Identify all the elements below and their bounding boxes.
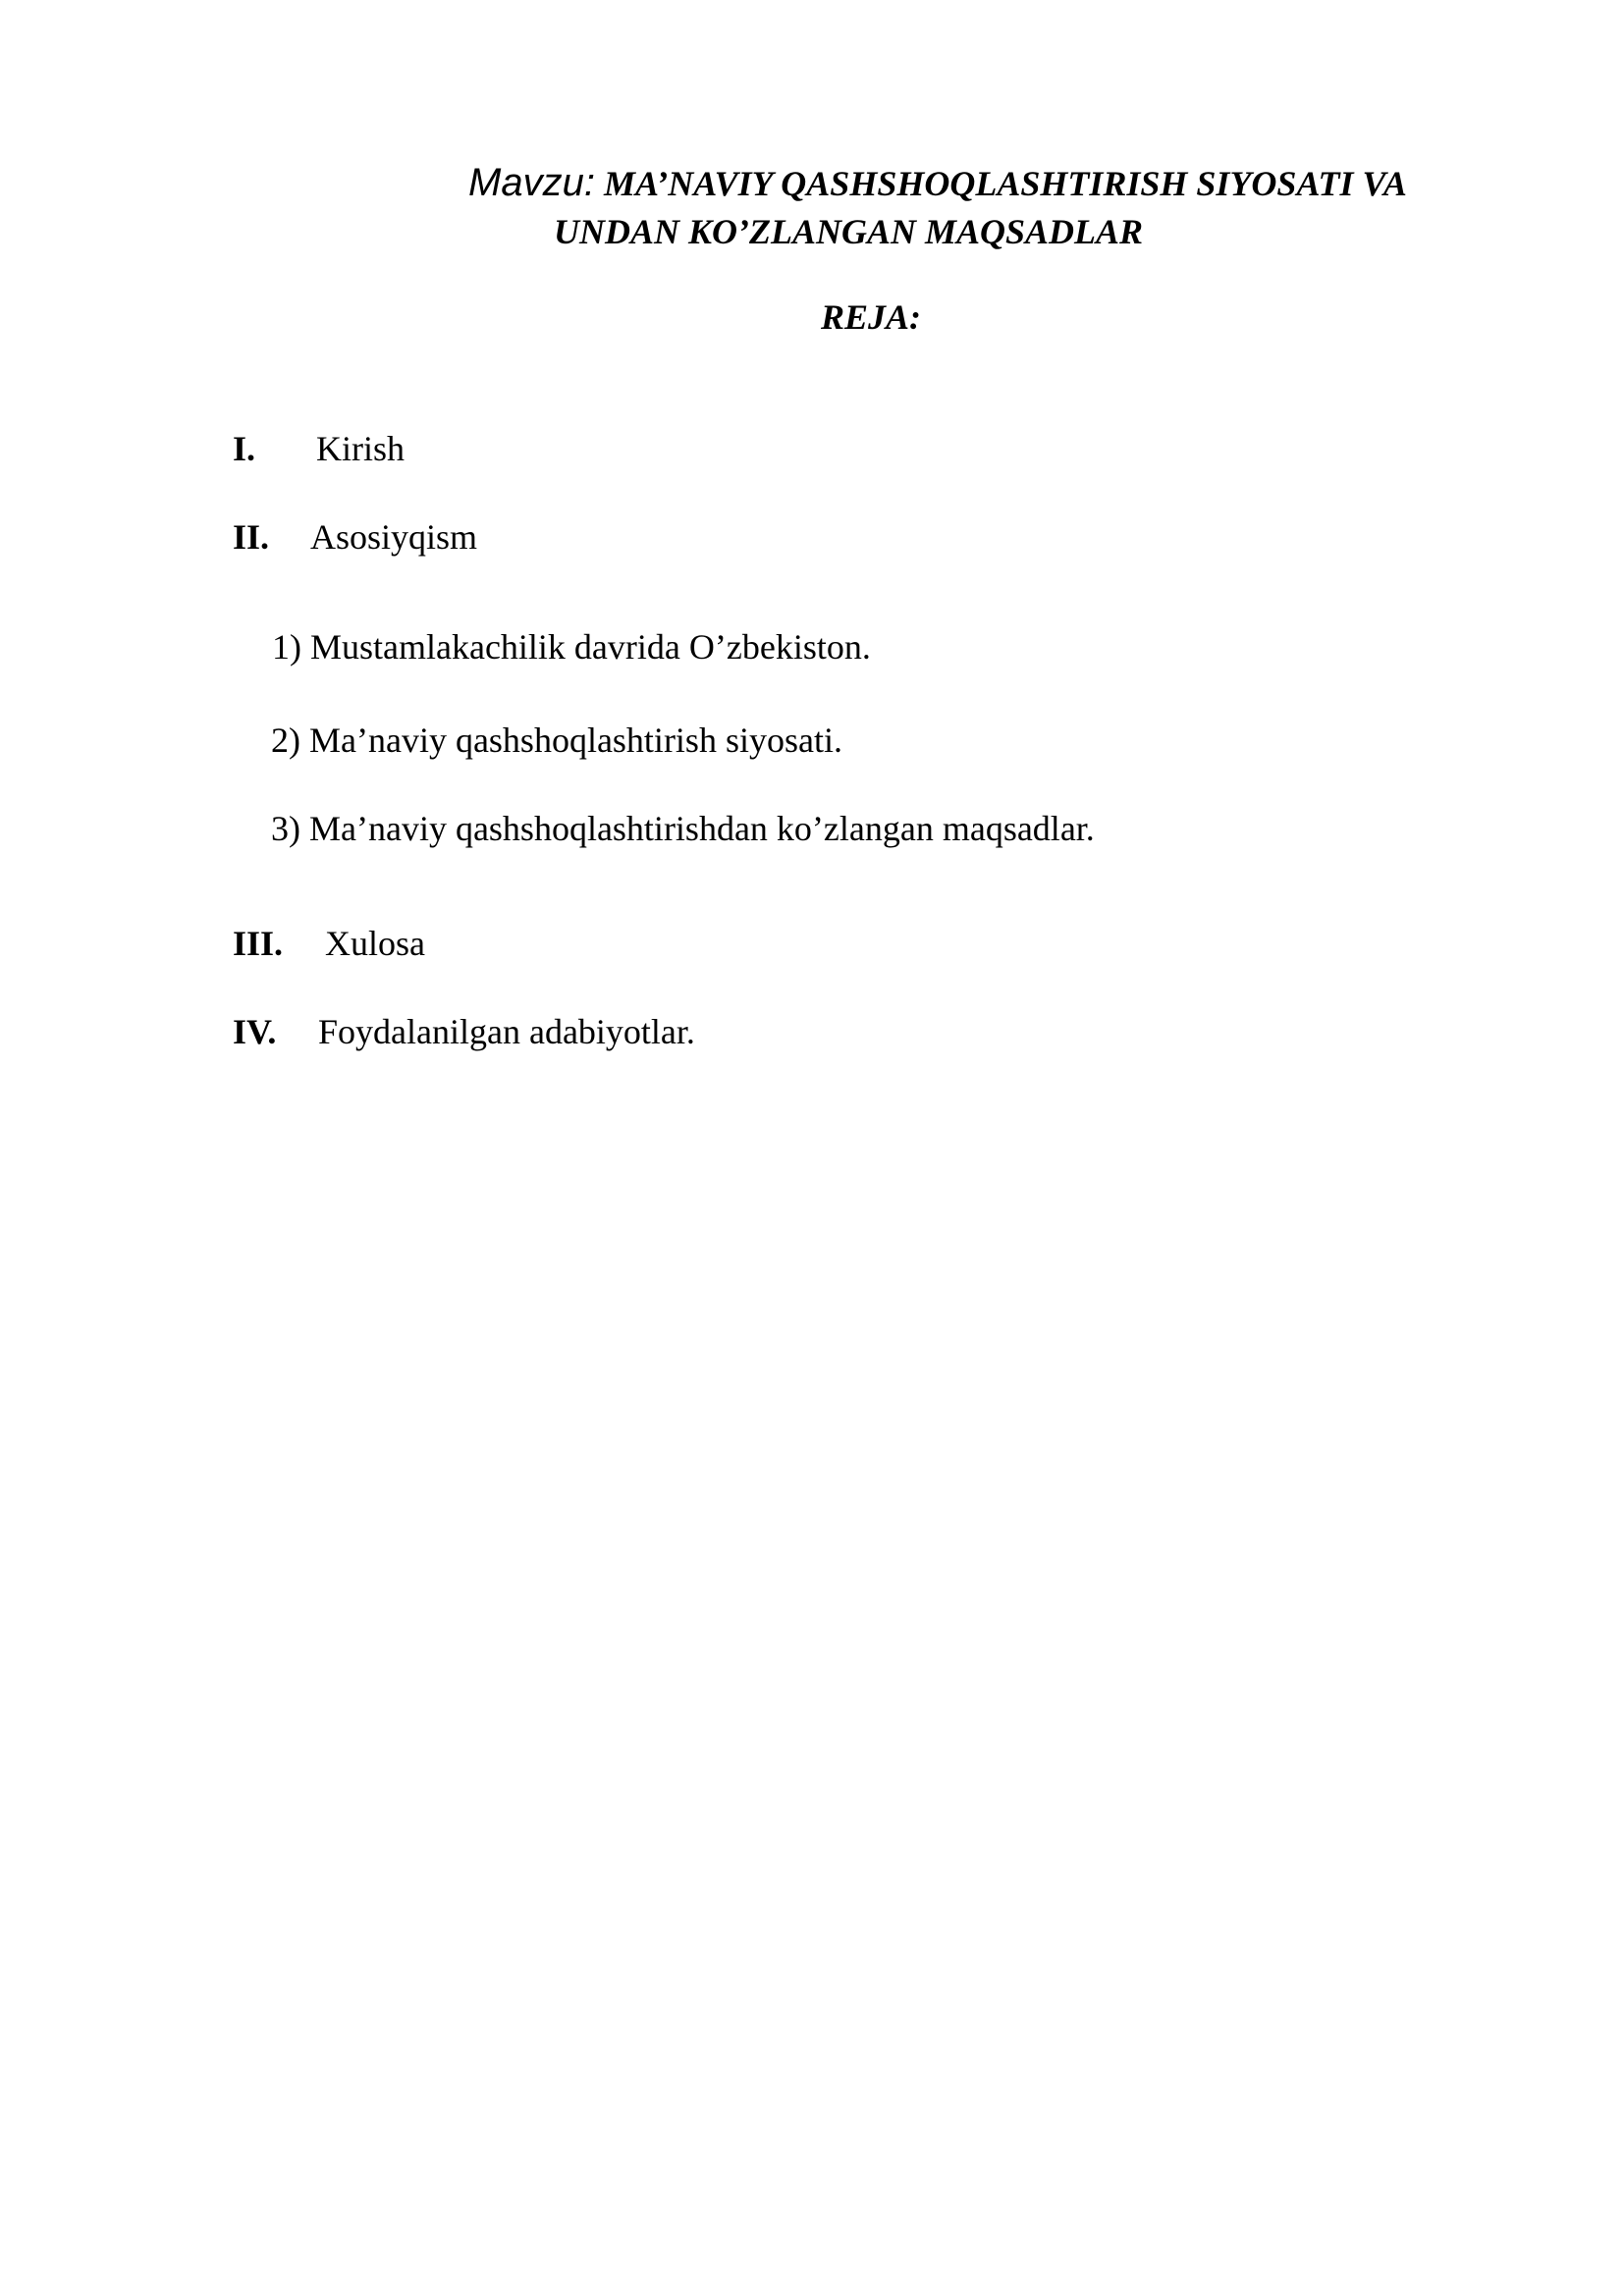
outline-item-2: Asosiyqism xyxy=(310,517,478,557)
title-line-2: UNDAN KO’ZLANGAN MAQSADLAR xyxy=(554,212,1144,251)
title-text-1: MA’NAVIY QASHSHOQLASHTIRISH SIYOSATI VA xyxy=(603,164,1407,203)
subitem-3: 3) Ma’naviy qashshoqlashtirishdan ko’zlangan maqsadlar. xyxy=(271,809,1095,848)
outline-numeral-3: III. xyxy=(233,924,284,963)
outline-item-3: Xulosa xyxy=(325,924,425,963)
subitem-1: 1) Mustamlakachilik davrida O’zbekiston. xyxy=(272,627,871,667)
outline-item-4: Foydalanilgan adabiyotlar. xyxy=(318,1012,695,1051)
title-line-1 xyxy=(468,163,1407,202)
title-prefix: Mavzu: xyxy=(468,161,595,204)
subitem-2: 2) Ma’naviy qashshoqlashtirish siyosati. xyxy=(271,721,842,760)
outline-numeral-2: II. xyxy=(233,517,270,557)
outline-item-1: Kirish xyxy=(316,429,405,468)
outline-numeral-4: IV. xyxy=(233,1012,277,1051)
plan-heading: REJA: xyxy=(821,297,922,337)
outline-numeral-1: I. xyxy=(233,429,256,468)
